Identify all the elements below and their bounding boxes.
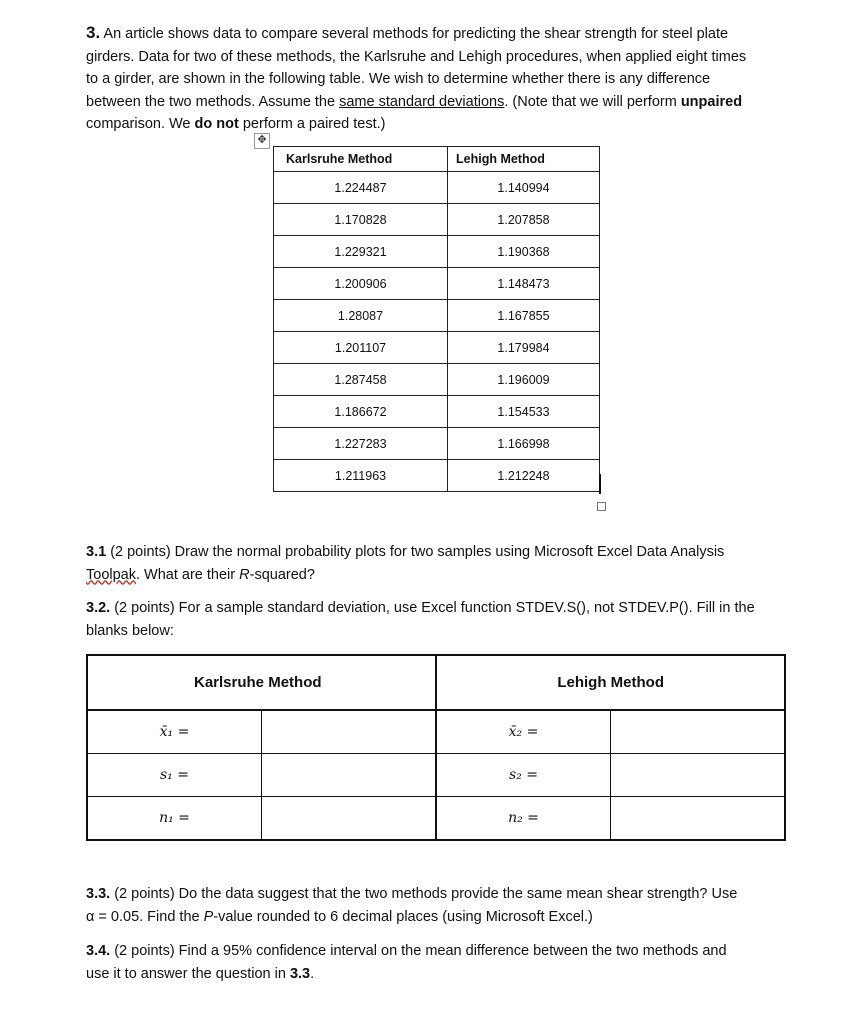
q3-unpaired: unpaired [680, 93, 743, 110]
karlsruhe-value: 1.224487 [274, 172, 448, 204]
sd1-blank[interactable] [262, 754, 437, 797]
table-resize-handle[interactable] [597, 502, 606, 511]
n1-blank[interactable] [262, 797, 437, 841]
table-move-handle-icon[interactable]: ✥ [254, 133, 270, 149]
lehigh-value: 1.179984 [448, 332, 600, 364]
q31-text-a: Draw the normal probability plots for two samples using Microsoft Excel Data Analysis [170, 544, 725, 560]
karlsruhe-value: 1.211963 [274, 460, 448, 492]
lehigh-value: 1.167855 [448, 300, 600, 332]
n2-blank[interactable] [611, 797, 786, 841]
q33-p: P [203, 908, 214, 925]
q33-text2-a: α = 0.05. Find the [86, 908, 204, 925]
table-row [274, 364, 600, 396]
mean1-label: x̄₁ = [87, 710, 262, 754]
q33-number: 3.3. [86, 886, 111, 902]
table-row [274, 428, 600, 460]
q32-number: 3.2. [86, 600, 111, 616]
mean1-blank[interactable] [262, 710, 437, 754]
data-table-header [274, 147, 600, 172]
karlsruhe-value: 1.229321 [274, 236, 448, 268]
q31-text-e: -squared? [249, 566, 315, 583]
karlsruhe-value: 1.227283 [274, 428, 448, 460]
sd1-label: s₁ = [87, 754, 262, 797]
table-row [87, 710, 785, 754]
lehigh-value: 1.212248 [448, 460, 600, 492]
table-row [274, 204, 600, 236]
table-row [274, 172, 600, 204]
q32-paragraph [86, 597, 786, 642]
q33-text1: (2 points) Do the data suggest that the two methods provide the same mean shear strength? Use [110, 886, 738, 902]
lehigh-value: 1.154533 [448, 396, 600, 428]
q3-same-sd: same standard deviations [339, 93, 505, 110]
karlsruhe-value: 1.170828 [274, 204, 448, 236]
q34-text2-c: . [310, 965, 315, 982]
table-row [274, 332, 600, 364]
table-row [274, 396, 600, 428]
table-row [87, 797, 785, 841]
table-row [274, 300, 600, 332]
karlsruhe-value: 1.287458 [274, 364, 448, 396]
q34-number: 3.4. [86, 943, 111, 959]
q34-ref: 3.3 [289, 965, 311, 982]
sd2-label: s₂ = [436, 754, 611, 797]
table-row [274, 268, 600, 300]
blanks-header-lehigh: Lehigh Method [436, 655, 785, 710]
lehigh-value: 1.196009 [448, 364, 600, 396]
sd2-blank[interactable] [611, 754, 786, 797]
n1-label: n₁ = [87, 797, 262, 841]
q33-text2-c: -value rounded to 6 decimal places (using Microsoft Excel.) [213, 908, 593, 925]
q31-r: R [239, 566, 250, 583]
lehigh-value: 1.148473 [448, 268, 600, 300]
q32-text2: blanks below: [86, 622, 174, 639]
q3-paragraph [86, 22, 786, 136]
q3-line3: to a girder, are shown in the following table. We wish to determine whether there is any difference [86, 71, 711, 87]
data-table [273, 146, 600, 492]
header-lehigh: Lehigh Method [448, 147, 600, 172]
mean2-label: x̄₂ = [436, 710, 611, 754]
lehigh-value: 1.166998 [448, 428, 600, 460]
karlsruhe-value: 1.200906 [274, 268, 448, 300]
q3-line2: girders. Data for two of these methods, the Karlsruhe and Lehigh procedures, when applied eight times [86, 48, 747, 65]
q33-paragraph [86, 883, 786, 928]
table-row [274, 460, 600, 492]
lehigh-value: 1.140994 [448, 172, 600, 204]
q3-line5a: comparison. We [86, 116, 195, 132]
q34-paragraph [86, 940, 786, 985]
n2-label: n₂ = [436, 797, 611, 841]
q34-text2-a: use it to answer the question in [86, 965, 290, 982]
q31-toolpak: Toolpak [86, 566, 136, 583]
table-row [274, 236, 600, 268]
karlsruhe-value: 1.186672 [274, 396, 448, 428]
lehigh-value: 1.207858 [448, 204, 600, 236]
q32-text1: (2 points) For a sample standard deviation, use Excel function STDEV.S(), not STDEV.P(). Fill in the [110, 600, 755, 616]
q3-line4a: between the two methods. Assume the [86, 93, 340, 110]
q3-line5c: perform a paired test.) [238, 116, 386, 132]
q31-number: 3.1 [86, 544, 107, 560]
karlsruhe-value: 1.28087 [274, 300, 448, 332]
text-cursor [599, 474, 601, 494]
mean2-blank[interactable] [611, 710, 786, 754]
table-row [87, 754, 785, 797]
blanks-header-karlsruhe: Karlsruhe Method [87, 655, 436, 710]
q31-points: (2 points) [106, 544, 171, 560]
header-karlsruhe: Karlsruhe Method [274, 147, 448, 172]
lehigh-value: 1.190368 [448, 236, 600, 268]
blanks-table [86, 654, 786, 841]
q34-text1: (2 points) Find a 95% confidence interval on the mean difference between the two methods and [110, 943, 727, 959]
q3-line1: An article shows data to compare several methods for predicting the shear strength for steel plate [103, 26, 729, 42]
karlsruhe-value: 1.201107 [274, 332, 448, 364]
q31-paragraph [86, 541, 786, 586]
q3-line4c: . (Note that we will perform [504, 93, 681, 110]
q31-text-c: . What are their [135, 566, 240, 583]
q3-do-not: do not [194, 116, 239, 132]
blanks-table-header [87, 655, 785, 710]
q3-number: 3. [86, 23, 101, 42]
